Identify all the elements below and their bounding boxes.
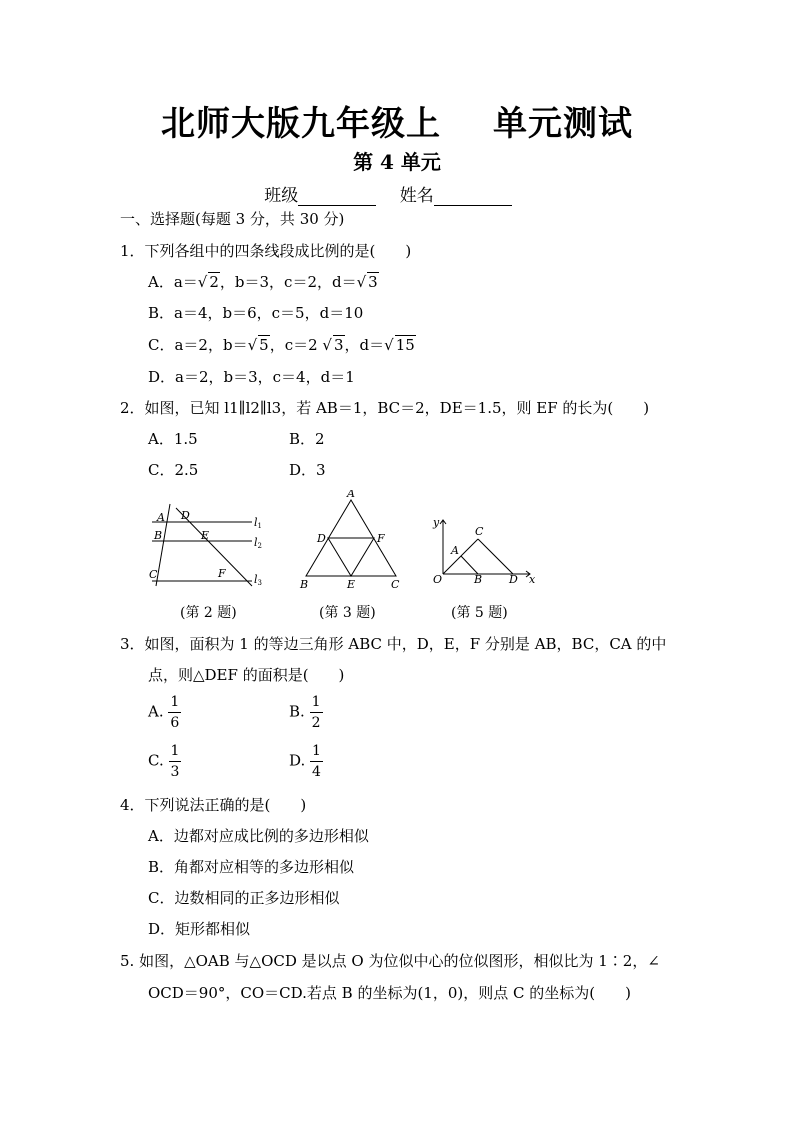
fig5-label-x: x — [529, 573, 536, 586]
fig3-label-b: B — [300, 578, 309, 591]
fig2-label-l3: l3 — [254, 573, 262, 587]
name-blank[interactable] — [434, 187, 512, 206]
fig3-label-d: D — [317, 532, 326, 545]
title-left: 北师大版九年级上 — [161, 104, 441, 144]
fig5-label-d: D — [509, 573, 518, 586]
name-label: 姓名 — [399, 186, 434, 206]
fraction: $\frac{1}{2}$ — [311, 694, 321, 731]
fig2-label-f: F — [218, 567, 226, 580]
fig2-caption: (第 2 题) — [180, 605, 237, 621]
q3-stem-line2: 点，则△DEF 的面积是( ) — [148, 666, 345, 684]
q2-option-b[interactable]: B．2 — [289, 430, 325, 448]
q4-stem: 4．下列说法正确的是( ) — [120, 796, 307, 814]
fig5-label-o: O — [433, 573, 443, 586]
page-title — [0, 96, 794, 145]
fig5-caption: (第 5 题) — [451, 605, 508, 621]
q2-option-d[interactable]: D．3 — [289, 461, 326, 479]
fig2-label-e: E — [201, 529, 210, 542]
q3-option-d[interactable]: D. $\frac{1}{4}$ — [289, 743, 321, 780]
q2-stem: 2．如图，已知 l1∥l2∥l3，若 AB＝1，BC＝2，DE＝1.5，则 EF 的长为( ) — [120, 399, 650, 417]
fig3-label-e: E — [347, 578, 356, 591]
figures-row — [140, 490, 560, 595]
fig5-label-c: C — [475, 525, 484, 538]
q2-option-c[interactable]: C．2.5 — [148, 461, 199, 479]
q4-option-c[interactable]: C．边数相同的正多边形相似 — [148, 889, 340, 907]
fraction: $\frac{1}{6}$ — [170, 694, 180, 731]
q1-option-d[interactable]: D．a＝2，b＝3，c＝4，d＝1 — [148, 368, 355, 386]
fig2-label-l2: l2 — [254, 536, 262, 550]
class-label: 班级 — [264, 186, 299, 206]
fig2-label-d: D — [181, 509, 190, 522]
fig5-label-a: A — [451, 544, 459, 557]
q3-option-b[interactable]: B. $\frac{1}{2}$ — [289, 694, 321, 731]
fig3-label-c: C — [391, 578, 400, 591]
q1-option-a[interactable]: A．a＝√ 2，b＝3，c＝2，d＝√ 3 — [148, 273, 378, 291]
fig3-label-f: F — [377, 532, 385, 545]
q3-stem-line1: 3．如图，面积为 1 的等边三角形 ABC 中，D，E，F 分别是 AB，BC，CA 的中 — [120, 635, 667, 653]
q5-stem-line1: 5. 如图，△OAB 与△OCD 是以点 O 为位似中心的位似图形，相似比为 1∶2，∠ — [120, 952, 660, 970]
q2-option-a[interactable]: A．1.5 — [148, 430, 198, 448]
fig3-caption: (第 3 题) — [319, 605, 376, 621]
unit-subtitle: 第 4 单元 — [353, 150, 441, 174]
student-info-line — [0, 181, 794, 206]
class-blank[interactable] — [298, 187, 376, 206]
fraction: $\frac{1}{3}$ — [170, 743, 180, 780]
q3-option-a[interactable]: A. $\frac{1}{6}$ — [148, 694, 180, 731]
fig2-label-c: C — [149, 568, 158, 581]
q1-option-b[interactable]: B．a＝4，b＝6，c＝5，d＝10 — [148, 304, 364, 322]
section-heading: 一、选择题(每题 3 分，共 30 分) — [120, 210, 345, 228]
q4-option-b[interactable]: B．角都对应相等的多边形相似 — [148, 858, 355, 876]
figure-2 — [152, 504, 252, 586]
fig5-label-b: B — [474, 573, 483, 586]
fraction: $\frac{1}{4}$ — [312, 743, 321, 780]
q1-option-c[interactable]: C．a＝2，b＝√ 5，c＝2 √ 3，d＝√ 15 — [148, 336, 415, 354]
fig2-label-b: B — [154, 529, 163, 542]
q3-option-c[interactable]: C. $\frac{1}{3}$ — [148, 743, 180, 780]
fig3-label-a: A — [347, 490, 355, 500]
q5-stem-line2: OCD＝90°，CO＝CD.若点 B 的坐标为(1，0)，则点 C 的坐标为( ) — [148, 984, 631, 1002]
fig2-label-l1: l1 — [254, 516, 262, 530]
q1-stem: 1．下列各组中的四条线段成比例的是( ) — [120, 242, 412, 260]
title-right: 单元测试 — [493, 104, 633, 144]
fig2-label-a: A — [157, 511, 165, 524]
fig5-label-y: y — [433, 516, 440, 529]
q4-option-d[interactable]: D．矩形都相似 — [148, 920, 251, 938]
q4-option-a[interactable]: A．边都对应成比例的多边形相似 — [148, 827, 369, 845]
